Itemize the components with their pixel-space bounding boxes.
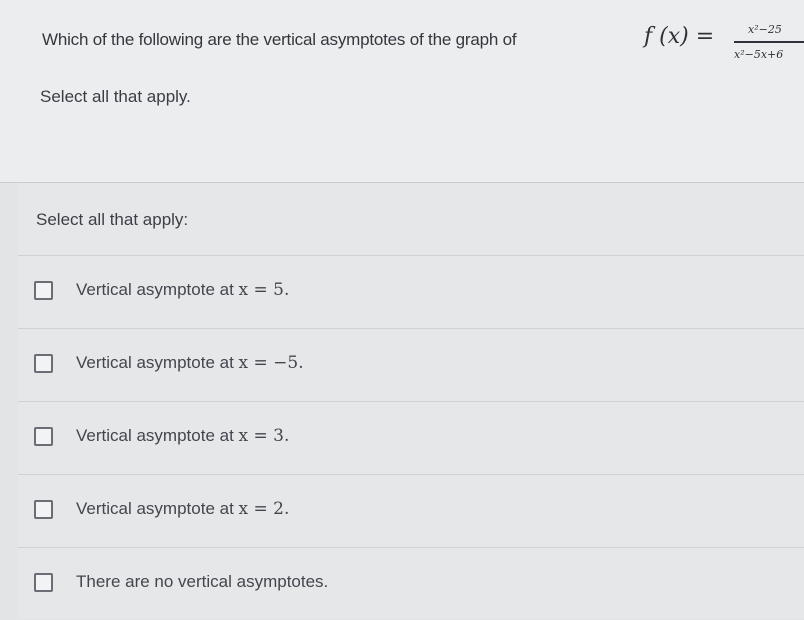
- fraction-bar: [734, 41, 804, 43]
- option-math: x = 2.: [238, 499, 290, 519]
- answers-header: Select all that apply:: [36, 210, 189, 229]
- option-label: [76, 426, 289, 446]
- option-text: There are no vertical asymptotes.: [76, 572, 329, 591]
- formula-numerator: x²−25: [748, 23, 782, 36]
- function-formula: [644, 23, 784, 61]
- option-label: [76, 499, 289, 519]
- checkbox[interactable]: [34, 354, 53, 373]
- option-label: [76, 353, 304, 373]
- question-text: Which of the following are the vertical asymptotes of the graph of: [42, 30, 517, 49]
- option-text: Vertical asymptote at: [76, 280, 234, 299]
- option-text: Vertical asymptote at: [76, 499, 234, 518]
- option-text: Vertical asymptote at: [76, 353, 234, 372]
- option-text: Vertical asymptote at: [76, 426, 234, 445]
- option-x-equals-5[interactable]: [18, 256, 804, 328]
- option-label: [76, 280, 289, 300]
- option-no-asymptotes[interactable]: [18, 548, 804, 620]
- option-math: x = 3.: [238, 426, 290, 446]
- answers-card: [18, 183, 804, 619]
- option-x-equals-3[interactable]: [18, 402, 804, 474]
- checkbox[interactable]: [34, 281, 53, 300]
- option-math: x = 5.: [238, 280, 290, 300]
- checkbox[interactable]: [34, 573, 53, 592]
- formula-lhs: f (x) =: [644, 24, 715, 49]
- question-card: [0, 0, 804, 183]
- question-prompt: Select all that apply.: [40, 87, 191, 106]
- checkbox[interactable]: [34, 427, 53, 446]
- checkbox[interactable]: [34, 500, 53, 519]
- formula-denominator: x²−5x+6: [734, 48, 784, 61]
- option-x-equals-2[interactable]: [18, 475, 804, 547]
- option-math: x = −5.: [238, 353, 304, 373]
- option-x-equals-neg-5[interactable]: [18, 329, 804, 401]
- option-label: [76, 572, 328, 592]
